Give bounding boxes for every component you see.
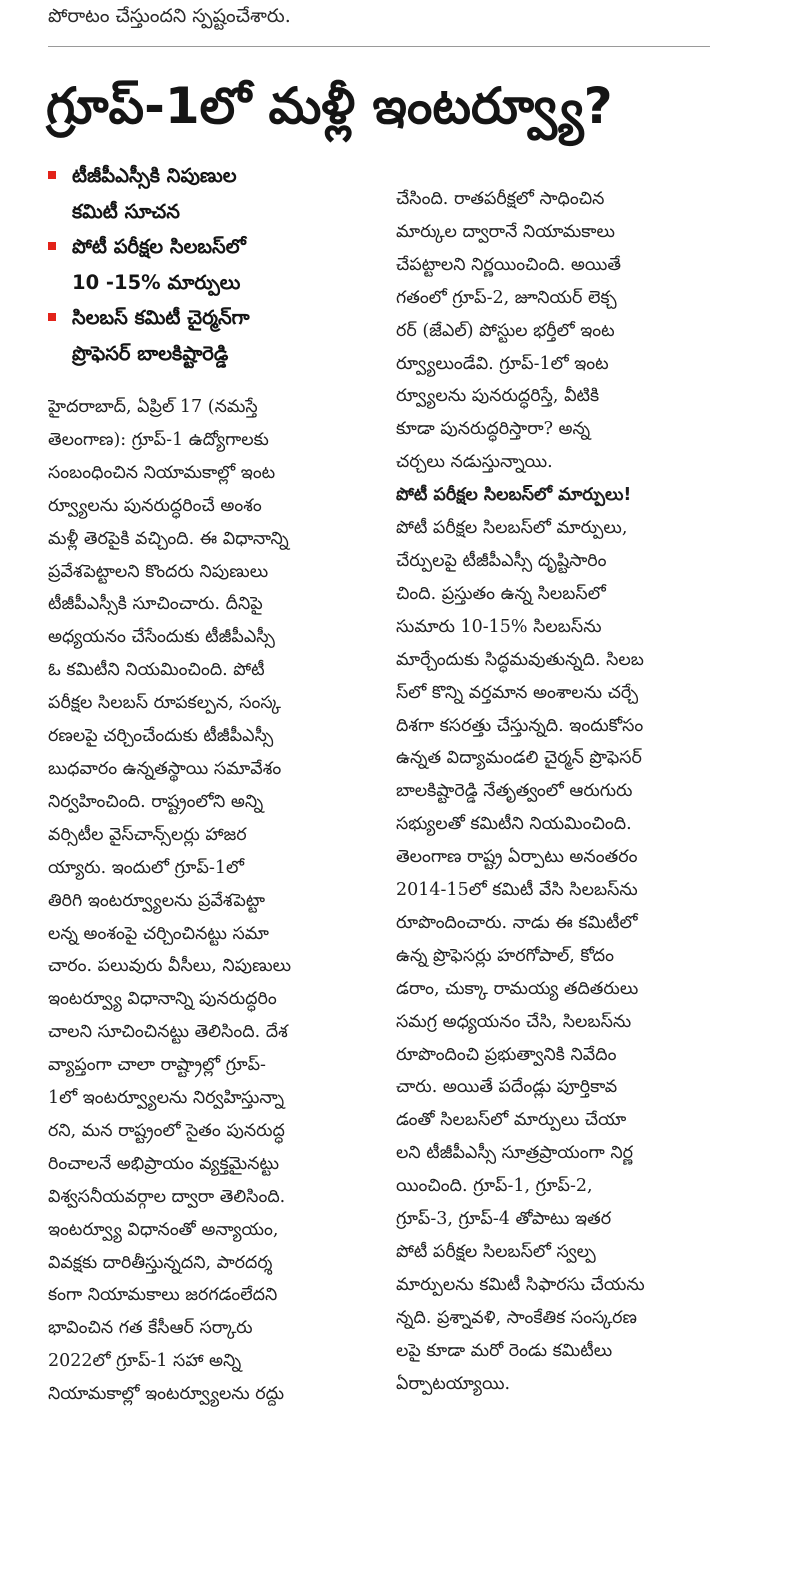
body-text-line: ఉన్న ప్రొఫెసర్లు హరగోపాల్, కోదం bbox=[396, 945, 615, 966]
body-text-line: లపై కూడా మరో రెండు కమిటీలు bbox=[396, 1340, 613, 1361]
body-text-line: రూపొందించి ప్రభుత్వానికి నివేదిం bbox=[396, 1044, 617, 1065]
body-text-line: వ్యాప్తంగా చాలా రాష్ట్రాల్లో గ్రూప్- bbox=[48, 1055, 266, 1076]
body-text-line: 2022లో గ్రూప్-1 సహా అన్ని bbox=[48, 1351, 242, 1372]
body-text-line: పోటీ పరీక్షల సిలబస్‌లో స్వల్ప bbox=[396, 1242, 596, 1262]
body-text-line: వివక్షకు దారితీస్తున్నదని, పారదర్శ bbox=[48, 1252, 273, 1273]
article-body-left-column bbox=[48, 391, 382, 1411]
body-text-line: తెలంగాణ రాష్ట్ర ఏర్పాటు అనంతరం bbox=[396, 847, 638, 868]
body-text-line: స్‌లో కొన్ని వర్తమాన అంశాలను చర్చే bbox=[396, 682, 639, 703]
body-text-line: ఇంటర్వ్యూ విధానాన్ని పునరుద్ధరిం bbox=[48, 989, 277, 1010]
body-text-line: లన్న అంశంపై చర్చించినట్టు సమా bbox=[48, 923, 269, 944]
body-text-line: విశ్వసనీయవర్గాల ద్వారా తెలిసింది. bbox=[48, 1186, 286, 1207]
body-text-line: చారు. అయితే పదేండ్లు పూర్తికావ bbox=[396, 1077, 618, 1098]
body-text-line: కంగా నియామకాలు జరగడంలేదని bbox=[48, 1285, 278, 1306]
body-text-line: డంతో సిలబస్‌లో మార్పులు చేయా bbox=[396, 1110, 627, 1131]
body-text-line: న్నది. ప్రశ్నావళి, సాంకేతిక సంస్కరణ bbox=[396, 1307, 637, 1328]
body-text-line: సుమారు 10-15% సిలబస్‌ను bbox=[396, 616, 602, 637]
body-text-line: గతంలో గ్రూప్-2, జూనియర్ లెక్చ bbox=[396, 287, 617, 308]
subheading: పోటీ పరీక్షల సిలబస్‌లో మార్పులు! bbox=[396, 485, 632, 506]
body-text-line: కూడా పునరుద్ధరిస్తారా? అన్న bbox=[396, 419, 591, 440]
body-text-line: చారం. పలువురు వీసీలు, నిపుణులు bbox=[48, 956, 292, 977]
highlight-item bbox=[48, 300, 378, 371]
body-text-line: ర్వ్యూలను పునరుద్ధరిస్తే, వీటికి bbox=[396, 386, 600, 407]
body-text-line: తిరిగి ఇంటర్వ్యూలను ప్రవేశపెట్టా bbox=[48, 890, 265, 911]
body-text-line: ర్వ్యూలను పునరుద్ధరించే అంశం bbox=[48, 495, 262, 516]
highlight-line: సిలబస్ కమిటీ చైర్మన్‌గా bbox=[72, 306, 250, 329]
body-text-line: ఓ కమిటీని నియమించింది. పోటీ bbox=[48, 660, 265, 681]
body-text-line: రర్ (జేఎల్) పోస్టుల భర్తీలో ఇంట bbox=[396, 320, 615, 341]
body-text-line: య్యారు. ఇందులో గ్రూప్-1లో bbox=[48, 857, 244, 878]
body-text-line: చేసింది. రాతపరీక్షలో సాధించిన bbox=[396, 189, 605, 209]
body-text-line: మార్పులను కమిటీ సిఫారసు చేయను bbox=[396, 1274, 645, 1295]
bullet-square-icon bbox=[48, 313, 56, 321]
body-text-line: రూపొందించారు. నాడు ఈ కమిటీలో bbox=[396, 912, 638, 933]
body-text-line: దిశగా కసరత్తు చేస్తున్నది. ఇందుకోసం bbox=[396, 715, 644, 736]
body-text-line: ఏర్పాటయ్యాయి. bbox=[396, 1373, 511, 1394]
body-text-line: ఉన్నత విద్యామండలి చైర్మన్ ప్రొఫెసర్ bbox=[396, 748, 642, 769]
body-text-line: చాలని సూచించినట్టు తెలిసింది. దేశ bbox=[48, 1022, 288, 1043]
body-text-line: నిర్వహించింది. రాష్ట్రంలోని అన్ని bbox=[48, 791, 264, 812]
body-text-line: సమగ్ర అధ్యయనం చేసి, సిలబస్‌ను bbox=[396, 1011, 632, 1032]
body-text-line: రించాలనే అభిప్రాయం వ్యక్తమైనట్టు bbox=[48, 1153, 280, 1174]
article-body-right-column bbox=[396, 183, 722, 1401]
body-text-line: సభ్యులతో కమిటీని నియమించింది. bbox=[396, 814, 632, 835]
body-text-line: 2014-15లో కమిటీ వేసి సిలబస్‌ను bbox=[396, 880, 638, 901]
body-text-line: గ్రూప్-3, గ్రూప్-4 తోపాటు ఇతర bbox=[396, 1209, 612, 1230]
body-text-line: మళ్లీ తెరపైకి వచ్చింది. ఈ విధానాన్ని bbox=[48, 528, 289, 549]
previous-article-tail: పోరాటం చేస్తుందని స్పష్టంచేశారు. bbox=[48, 5, 291, 27]
highlight-line: కమిటీ సూచన bbox=[72, 199, 180, 223]
body-text-line: సంబంధించిన నియామకాల్లో ఇంట bbox=[48, 462, 276, 483]
body-text-line: లని టీజీపీఎస్సీ సూత్రప్రాయంగా నిర్ణ bbox=[396, 1143, 633, 1164]
body-text-line: ప్రవేశపెట్టాలని కొందరు నిపుణులు bbox=[48, 561, 269, 582]
body-text-line: చర్చలు నడుస్తున్నాయి. bbox=[396, 452, 553, 473]
body-text-line: రని, మన రాష్ట్రంలో సైతం పునరుద్ధ bbox=[48, 1120, 285, 1141]
body-text-line: ఇంటర్వ్యూ విధానంతో అన్యాయం, bbox=[48, 1219, 279, 1240]
body-text-line: భావించిన గత కేసీఆర్ సర్కారు bbox=[48, 1318, 253, 1339]
highlight-item bbox=[48, 229, 378, 300]
highlight-line: 10 -15% మార్పులు bbox=[72, 270, 241, 294]
body-text-line: టీజీపీఎస్సీకి సూచించారు. దీనిపై bbox=[48, 594, 263, 615]
body-text-line: ర్వ్యూలుండేవి. గ్రూప్-1లో ఇంట bbox=[396, 353, 609, 374]
body-text-line: హైదరాబాద్, ఏప్రిల్ 17 (నమస్తే bbox=[48, 397, 258, 417]
bullet-square-icon bbox=[48, 171, 56, 179]
body-text-line: చింది. ప్రస్తుతం ఉన్న సిలబస్‌లో bbox=[396, 583, 606, 604]
highlight-line: ప్రొఫెసర్ బాలకిష్టారెడ్డి bbox=[72, 341, 229, 365]
body-text-line: అధ్యయనం చేసేందుకు టీజీపీఎస్సీ bbox=[48, 627, 275, 648]
body-text-line: యించింది. గ్రూప్-1, గ్రూప్-2, bbox=[396, 1176, 593, 1197]
body-text-line: చేర్పులపై టీజీపీఎస్సీ దృష్టిసారిం bbox=[396, 550, 607, 571]
body-text-line: పోటీ పరీక్షల సిలబస్‌లో మార్పులు, bbox=[396, 518, 628, 539]
body-text-line: బాలకిష్టారెడ్డి నేతృత్వంలో ఆరుగురు bbox=[396, 781, 633, 802]
body-text-line: 1లో ఇంటర్వ్యూలను నిర్వహిస్తున్నా bbox=[48, 1088, 285, 1109]
headline: గ్రూప్-1లో మళ్లీ ఇంటర్వ్యూ? bbox=[46, 77, 613, 135]
bullet-square-icon bbox=[48, 242, 56, 250]
body-text-line: మార్చేందుకు సిద్ధమవుతున్నది. సిలబ bbox=[396, 649, 644, 670]
body-text-line: రణలపై చర్చించేందుకు టీజీపీఎస్సీ bbox=[48, 726, 274, 747]
body-text-line: వర్సిటీల వైస్‌చాన్స్‌లర్లు హాజర bbox=[48, 824, 247, 845]
body-text-line: నియామకాల్లో ఇంటర్వ్యూలను రద్దు bbox=[48, 1384, 285, 1405]
highlight-line: పోటీ పరీక్షల సిలబస్‌లో bbox=[72, 235, 246, 258]
body-text-line: తెలంగాణ): గ్రూప్-1 ఉద్యోగాలకు bbox=[48, 429, 269, 450]
highlights-list bbox=[48, 158, 378, 371]
body-text-line: మార్కుల ద్వారానే నియామకాలు bbox=[396, 221, 615, 242]
body-text-line: చేపట్టాలని నిర్ణయించింది. అయితే bbox=[396, 254, 622, 275]
body-text-line: పరీక్షల సిలబస్ రూపకల్పన, సంస్క bbox=[48, 693, 281, 714]
highlight-item bbox=[48, 158, 378, 229]
highlight-line: టీజీపీఎస్సీకి నిపుణుల bbox=[72, 164, 237, 187]
body-text-line: డరాం, చుక్కా రామయ్య తదితరులు bbox=[396, 978, 639, 999]
body-text-line: బుధవారం ఉన్నతస్థాయి సమావేశం bbox=[48, 758, 282, 779]
section-divider bbox=[48, 46, 710, 47]
